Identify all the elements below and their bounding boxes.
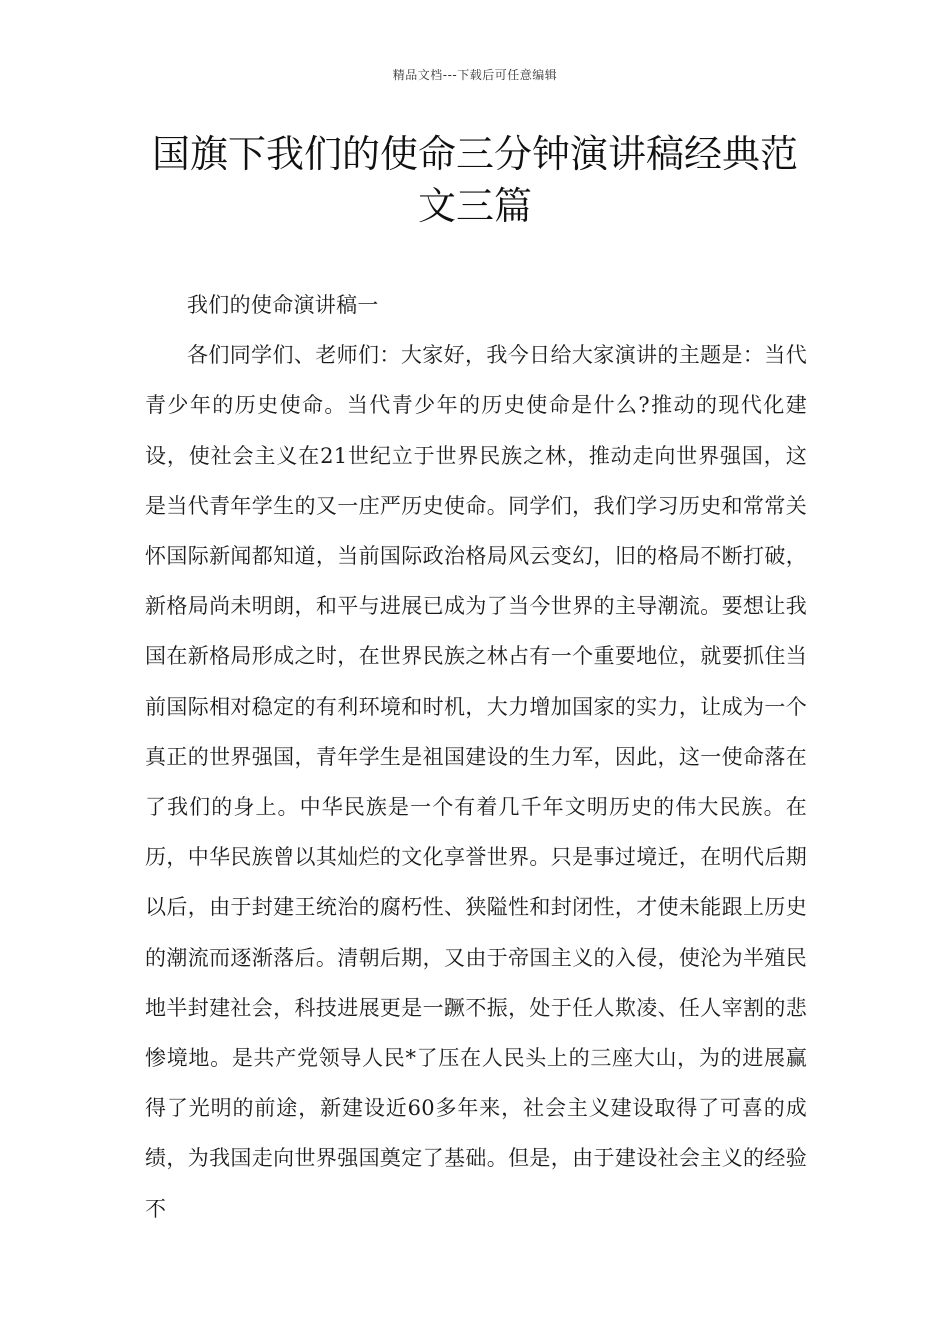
document-body	[145, 280, 807, 1234]
section-heading: 我们的使命演讲稿一	[187, 293, 379, 317]
document-title: 国旗下我们的使命三分钟演讲稿经典范文三篇	[151, 132, 798, 228]
header-note: 精品文档---下载后可任意编辑	[392, 68, 558, 82]
body-paragraph: 各们同学们、老师们：大家好，我今日给大家演讲的主题是：当代青少年的历史使命。当代青少年的历史使命是什么?推动的现代化建设，使社会主义在21世纪立于世界民族之林，推动走向世界强国，这是当代青年学生的又一庄严历史使命。同学们，我们学习历史和常常关怀国际新闻都知道，当前国际政治格局风云变幻，旧的格局不断打破，新格局尚未明朗，和平与进展已成为了当今世界的主导潮流。要想让我国在新格局形成之时，在世界民族之林占有一个重要地位，就要抓住当前国际相对稳定的有利环境和时机，大力增加国家的实力，让成为一个真正的世界强国，青年学生是祖国建设的生力军，因此，这一使命落在了我们的身上。中华民族是一个有着几千年文明历史的伟大民族。在历，中华民族曾以其灿烂的文化享誉世界。只是事过境迁，在明代后期以后，由于封建王统治的腐朽性、狭隘性和封闭性，才使未能跟上历史的潮流而逐渐落后。清朝后期，又由于帝国主义的入侵，使沦为半殖民地半封建社会，科技进展更是一蹶不振，处于任人欺凌、任人宰割的悲惨境地。是共产党领导人民*了压在人民头上的三座大山，为的进展赢得了光明的前途，新建设近60多年来，社会主义建设取得了可喜的成绩，为我国走向世界强国奠定了基础。但是，由于建设社会主义的经验不	[145, 343, 807, 1221]
